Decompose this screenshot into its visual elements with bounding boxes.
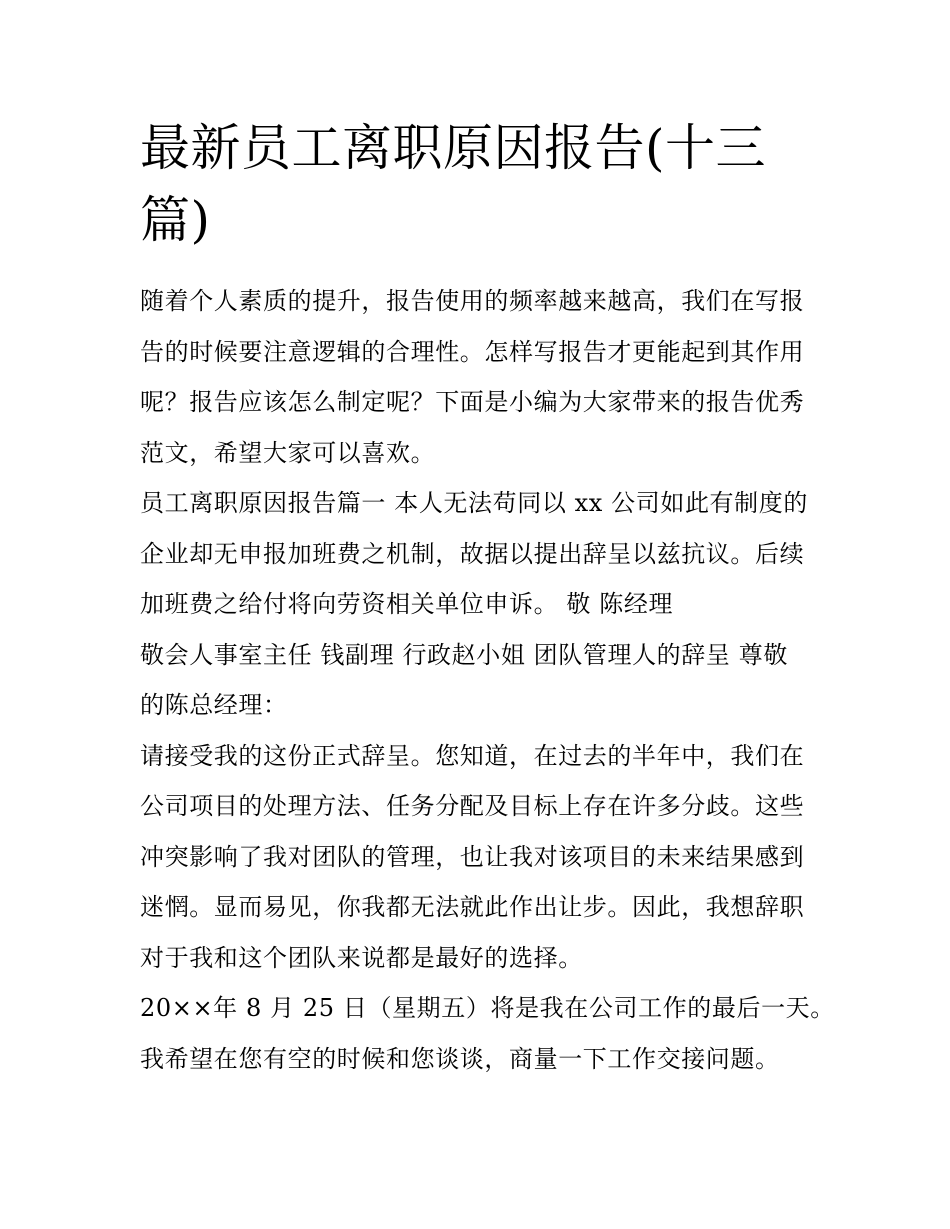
body-line: 对于我和这个团队来说都是最好的选择。 [140,943,583,972]
body-line: 请接受我的这份正式辞呈。您知道，在过去的半年中，我们在 [140,741,805,770]
body-line: 范文，希望大家可以喜欢。 [140,438,436,467]
body-line: 敬会人事室主任 钱副理 行政赵小姐 团队管理人的辞呈 尊敬 [140,640,788,669]
document-body [140,276,835,1084]
body-line: 公司项目的处理方法、任务分配及目标上存在许多分歧。这些 [140,792,805,820]
body-line: 20××年 8 月 25 日（星期五）将是我在公司工作的最后一天。 [140,994,835,1022]
body-line: 我希望在您有空的时候和您谈谈，商量一下工作交接问题。 [140,1044,780,1073]
title-line-2: 篇) [140,191,211,249]
body-line: 随着个人素质的提升，报告使用的频率越来越高，我们在写报 [140,287,805,315]
body-line: 企业却无申报加班费之机制，故据以提出辞呈以兹抗议。后续 [140,539,805,568]
body-line: 告的时候要注意逻辑的合理性。怎样写报告才更能起到其作用 [140,337,805,366]
body-line: 的陈总经理： [140,691,288,719]
body-line: 员工离职原因报告篇一 本人无法苟同以 xx 公司如此有制度的 [140,489,808,517]
title-line-1: 最新员工离职原因报告(十三 [140,119,767,177]
body-line: 迷惘。显而易见，你我都无法就此作出让步。因此，我想辞职 [140,893,805,921]
document-title [140,112,820,256]
body-line: 呢？报告应该怎么制定呢？下面是小编为大家带来的报告优秀 [140,388,805,416]
body-line: 加班费之给付将向劳资相关单位申诉。 敬 陈经理 [140,590,674,618]
body-line: 冲突影响了我对团队的管理，也让我对该项目的未来结果感到 [140,842,805,871]
